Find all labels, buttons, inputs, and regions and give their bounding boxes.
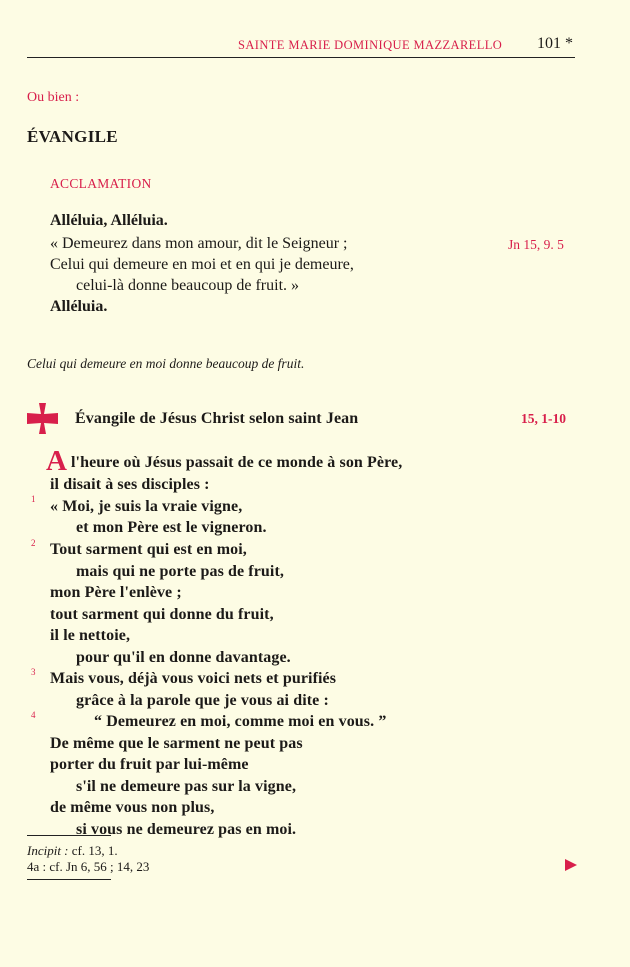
gospel-line-6: mais qui ne porte pas de fruit, xyxy=(76,563,284,580)
gospel-reference: 15, 1-10 xyxy=(521,411,566,426)
footnote-incipit xyxy=(27,843,118,859)
verse-number: 1 xyxy=(31,494,36,504)
gospel-line-3: « Moi, je suis la vraie vigne, xyxy=(50,498,243,515)
gospel-line-17: de même vous non plus, xyxy=(50,799,215,816)
gospel-line-16: s'il ne demeure pas sur la vigne, xyxy=(76,778,297,795)
page-number: 101 * xyxy=(537,35,573,52)
footnote-4a: 4a : cf. Jn 6, 56 ; 14, 23 xyxy=(27,859,150,874)
gospel-line-4: et mon Père est le vigneron. xyxy=(76,519,267,536)
gospel-line-1: l'heure où Jésus passait de ce monde à son Père, xyxy=(71,454,403,471)
gospel-line-9: il le nettoie, xyxy=(50,627,131,644)
verse-number: 4 xyxy=(31,710,36,720)
acclamation-line-2: « Demeurez dans mon amour, dit le Seigneur ; xyxy=(50,235,348,252)
acclamation-reference: Jn 15, 9. 5 xyxy=(508,237,564,252)
gospel-line-14: De même que le sarment ne peut pas xyxy=(50,735,303,752)
incipit-label: Incipit : xyxy=(27,843,69,858)
footnote-rule-top xyxy=(27,835,111,836)
gospel-line-12: grâce à la parole que je vous ai dite : xyxy=(76,692,329,709)
footnote-rule-bottom xyxy=(27,879,111,880)
section-title: ÉVANGILE xyxy=(27,127,118,146)
gospel-line-11: Mais vous, déjà vous voici nets et purifiés xyxy=(50,670,337,687)
header-rule xyxy=(27,57,575,58)
cross-icon xyxy=(27,403,58,434)
gospel-line-10: pour qu'il en donne davantage. xyxy=(76,649,291,666)
verse-number: 2 xyxy=(31,538,36,548)
gospel-line-13: “ Demeurez en moi, comme moi en vous. ” xyxy=(94,713,387,730)
gospel-line-18: si vous ne demeurez pas en moi. xyxy=(76,821,297,838)
running-title: SAINTE MARIE DOMINIQUE MAZZARELLO xyxy=(238,38,503,52)
continue-arrow-icon xyxy=(564,858,578,872)
gospel-line-8: tout sarment qui donne du fruit, xyxy=(50,606,274,623)
gospel-line-2: il disait à ses disciples : xyxy=(50,476,210,493)
acclamation-line-1: Alléluia, Alléluia. xyxy=(50,212,168,229)
incipit-reference: cf. 13, 1. xyxy=(71,843,118,858)
gospel-line-15: porter du fruit par lui-même xyxy=(50,756,249,773)
acclamation-label: ACCLAMATION xyxy=(50,176,152,191)
reading-summary: Celui qui demeure en moi donne beaucoup de fruit. xyxy=(27,356,305,371)
gospel-line-7: mon Père l'enlève ; xyxy=(50,584,182,601)
gospel-line-5: Tout sarment qui est en moi, xyxy=(50,541,247,558)
drop-cap: A xyxy=(46,445,67,477)
gospel-title: Évangile de Jésus Christ selon saint Jean xyxy=(75,410,359,427)
verse-number: 3 xyxy=(31,667,36,677)
acclamation-line-4: celui-là donne beaucoup de fruit. » xyxy=(76,277,300,294)
acclamation-line-5: Alléluia. xyxy=(50,298,108,315)
alternative-label: Ou bien : xyxy=(27,90,80,105)
acclamation-line-3: Celui qui demeure en moi et en qui je demeure, xyxy=(50,256,354,273)
